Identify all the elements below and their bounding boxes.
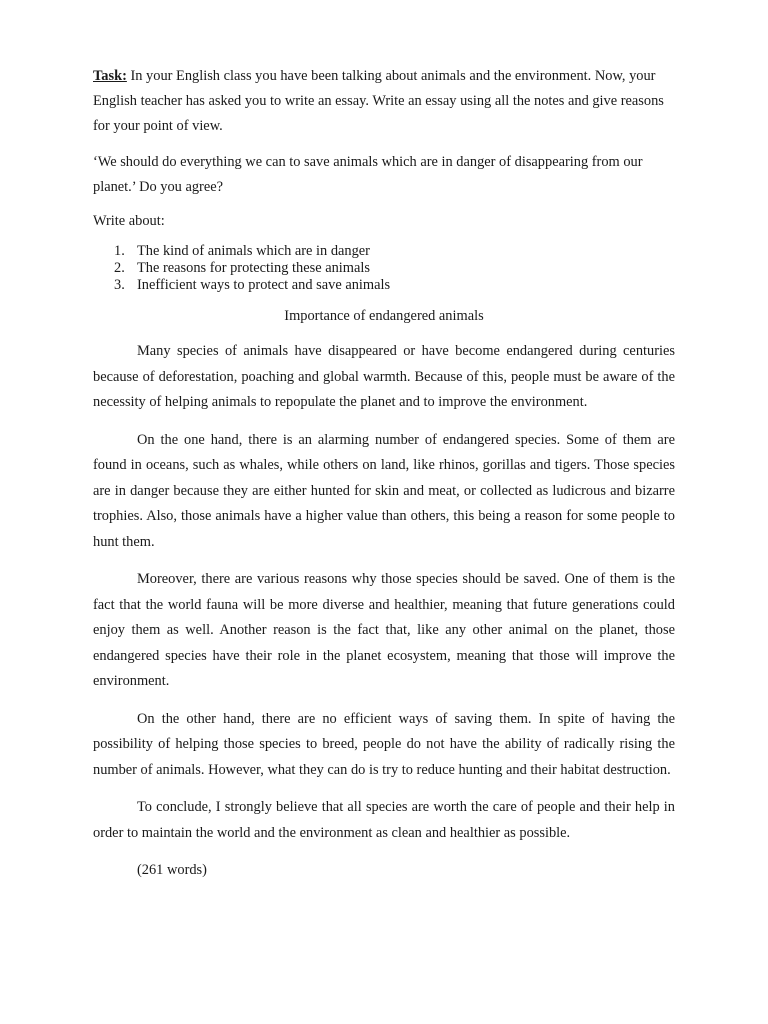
word-count: (261 words) bbox=[137, 862, 207, 878]
list-item-number: 1. bbox=[114, 243, 125, 259]
list-item-text: The kind of animals which are in danger bbox=[137, 243, 370, 259]
list-item bbox=[93, 243, 675, 260]
task-instructions bbox=[93, 64, 675, 139]
notes-list bbox=[93, 243, 675, 294]
task-label: Task: bbox=[93, 68, 127, 84]
document-page bbox=[93, 64, 675, 883]
list-item-number: 3. bbox=[114, 277, 125, 293]
task-text: In your English class you have been talking about animals and the environment. Now, your English teacher has asked you to write an essay. Write an essay using all the notes and give reasons for your point of view. bbox=[93, 68, 664, 134]
essay-paragraph-ways: On the other hand, there are no efficient ways of saving them. In spite of having the possibility of helping those species to breed, people do not have the ability of radically rising the number of animals. However, what they can do is try to reduce hunting and their habitat destruction. bbox=[93, 710, 675, 778]
list-item-text: Inefficient ways to protect and save animals bbox=[137, 277, 391, 293]
essay-paragraph-conclusion: To conclude, I strongly believe that all species are worth the care of people and their help in order to maintain the world and the environment as clean and healthier as possible. bbox=[93, 799, 675, 841]
write-about-label: Write about: bbox=[93, 213, 165, 229]
essay-paragraph-endangered-species: On the one hand, there is an alarming number of endangered species. Some of them are found in oceans, such as whales, while others on land, like rhinos, gorillas and tigers. Those species are in danger because they are either hunted for skin and meat, or collected as ludicrous and bizarre trophies. Also, those animals have a higher value than others, this being a reason for some people to hunt them. bbox=[93, 431, 675, 550]
list-item bbox=[93, 277, 675, 294]
essay-paragraph-reasons: Moreover, there are various reasons why those species should be saved. One of them is the fact that the world fauna will be more diverse and healthier, meaning that future generations could enjoy them as well. Another reason is the fact that, like any other animal on the planet, those endangered species have their role in the planet ecosystem, meaning that those will improve the environment. bbox=[93, 571, 675, 689]
essay-paragraph-intro: Many species of animals have disappeared or have become endangered during centuries because of deforestation, poaching and global warmth. Because of this, people must be aware of the necessity of helping animals to repopulate the planet and to improve the environment. bbox=[93, 343, 675, 410]
list-item-text: The reasons for protecting these animals bbox=[137, 260, 370, 276]
essay-title: Importance of endangered animals bbox=[284, 308, 484, 324]
list-item bbox=[93, 260, 675, 277]
list-item-number: 2. bbox=[114, 260, 125, 276]
essay-prompt-quote: ‘We should do everything we can to save animals which are in danger of disappearing from our planet.’ Do you agree? bbox=[93, 154, 643, 195]
